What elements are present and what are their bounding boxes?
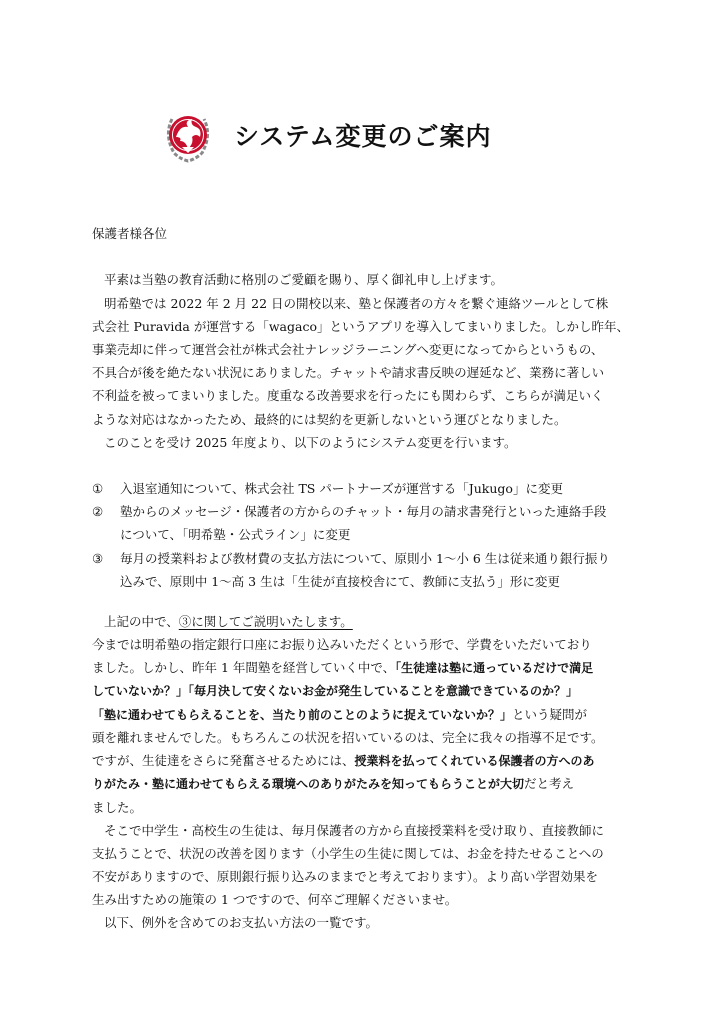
explanation-intro: [92, 610, 632, 633]
document-header: [160, 104, 492, 166]
text-line: ました。しかし、昨年 1 年間塾を経営していく中で、「生徒達は塾に通っているだけで満足: [92, 660, 594, 676]
salutation: 保護者様各位: [92, 226, 168, 241]
bold-text: 「生徒達は塾に通っているだけで満足: [395, 661, 594, 676]
text-line: 不安がありますので、原則銀行振り込みのままでと考えております）。より高い学習効果を: [92, 869, 599, 885]
policy-paragraph: [92, 819, 632, 912]
text-line: 支払うことで、状況の改善を図ります（小学生の生徒に関しては、お金を持たせることへの: [92, 845, 604, 861]
bold-text: していないか？」「毎月決して安くないお金が発生していることを意識できているのか？」: [92, 683, 579, 698]
list-number: ②: [92, 504, 104, 520]
document-body: [92, 222, 632, 935]
list-number: ③: [92, 550, 104, 566]
text-line: ような対応はなかったため、最終的には契約を更新しないという運びとなりました。: [92, 411, 567, 427]
list-text: 塾からのメッセージ・保護者の方からのチャット・毎月の請求書発行といった連絡手段: [120, 504, 607, 520]
text-line: そこで中学生・高校生の生徒は、毎月保護者の方から直接授業料を受け取り、直接教師に: [104, 822, 605, 838]
list-item: [92, 477, 632, 500]
text-line: ました。: [92, 799, 143, 815]
list-text: 毎月の授業料および教材費の支払方法について、原則小 1～小 6 生は従来通り銀行振り: [120, 550, 610, 566]
list-text: 入退室通知について、株式会社 TS パートナーズが運営する「Jukugo」に変更: [120, 481, 563, 497]
list-number: ①: [92, 481, 104, 497]
intro-text: 上記の中で、: [104, 614, 179, 629]
text-line: 不具合が後を絶たない状況にありました。チャットや請求書反映の遅延など、業務に著しい: [92, 365, 605, 381]
list-text: 込みで、原則中 1～高 3 生は「生徒が直接校舎にて、教師に支払う」形に変更: [120, 573, 560, 589]
phoenix-crest-icon: [160, 107, 216, 163]
greeting-paragraph: 平素は当塾の教育活動に格別のご愛顧を賜り、厚く御礼申し上げます。: [104, 272, 504, 288]
text-line: 不利益を被ってまいりました。度重なる改善要求を行ったにも関わらず、こちらが満足いく: [92, 388, 604, 404]
background-paragraph: [92, 292, 632, 431]
list-text: について、「明希塾・公式ライン」に変更: [120, 527, 351, 543]
text-line: ですが、生徒達をさらに発奮させるためには、授業料を払ってくれている保護者の方へのあ: [92, 753, 595, 769]
text-line: 頭を離れませんでした。もちろんこの状況を招いているのは、完全に我々の指導不足です。: [92, 729, 604, 745]
bold-text: 授業料を払ってくれている保護者の方へのあ: [354, 754, 595, 769]
change-list: [92, 477, 632, 593]
text-line: 今までは明希塾の指定銀行口座にお振り込みいただくという形で、学費をいただいており: [92, 637, 592, 653]
closing-paragraph: 以下、例外を含めてのお支払い方法の一覧です。: [104, 915, 379, 931]
announcement-paragraph: このことを受け 2025 年度より、以下のようにシステム変更を行います。: [104, 434, 517, 450]
text-line: 「塾に通わせてもらえることを、当たり前のことのように捉えていないか？」という疑問が: [92, 706, 588, 722]
text-line: 生み出すための施策の 1 つですので、何卒ご理解くださいませ。: [92, 892, 458, 908]
text-line: りがたみ・塾に通わせてもらえる環境へのありがたみを知ってもらうことが大切だと考え: [92, 776, 575, 792]
text-line: 事業売却に伴って運営会社が株式会社ナレッジラーニングへ変更になってからというもの、: [92, 341, 604, 357]
bold-text: 「塾に通わせてもらえることを、当たり前のことのように捉えていないか？」: [92, 707, 513, 722]
page-title: システム変更のご案内: [234, 122, 492, 151]
text-line: 式会社 Puravida が運営する「wagaco」というアプリを導入してまいりました。しかし昨年、: [92, 318, 629, 334]
text-line: 明希塾では 2022 年 2 月 22 日の開校以来、塾と保護者の方々を繋ぐ連絡ツールとして株: [104, 295, 609, 311]
list-item: [92, 500, 632, 546]
list-item: [92, 547, 632, 593]
reason-paragraph: [92, 633, 632, 819]
underlined-text: ③に関してご説明いたします。: [178, 614, 353, 629]
bold-text: りがたみ・塾に通わせてもらえる環境へのありがたみを知ってもらうことが大切: [92, 777, 525, 792]
